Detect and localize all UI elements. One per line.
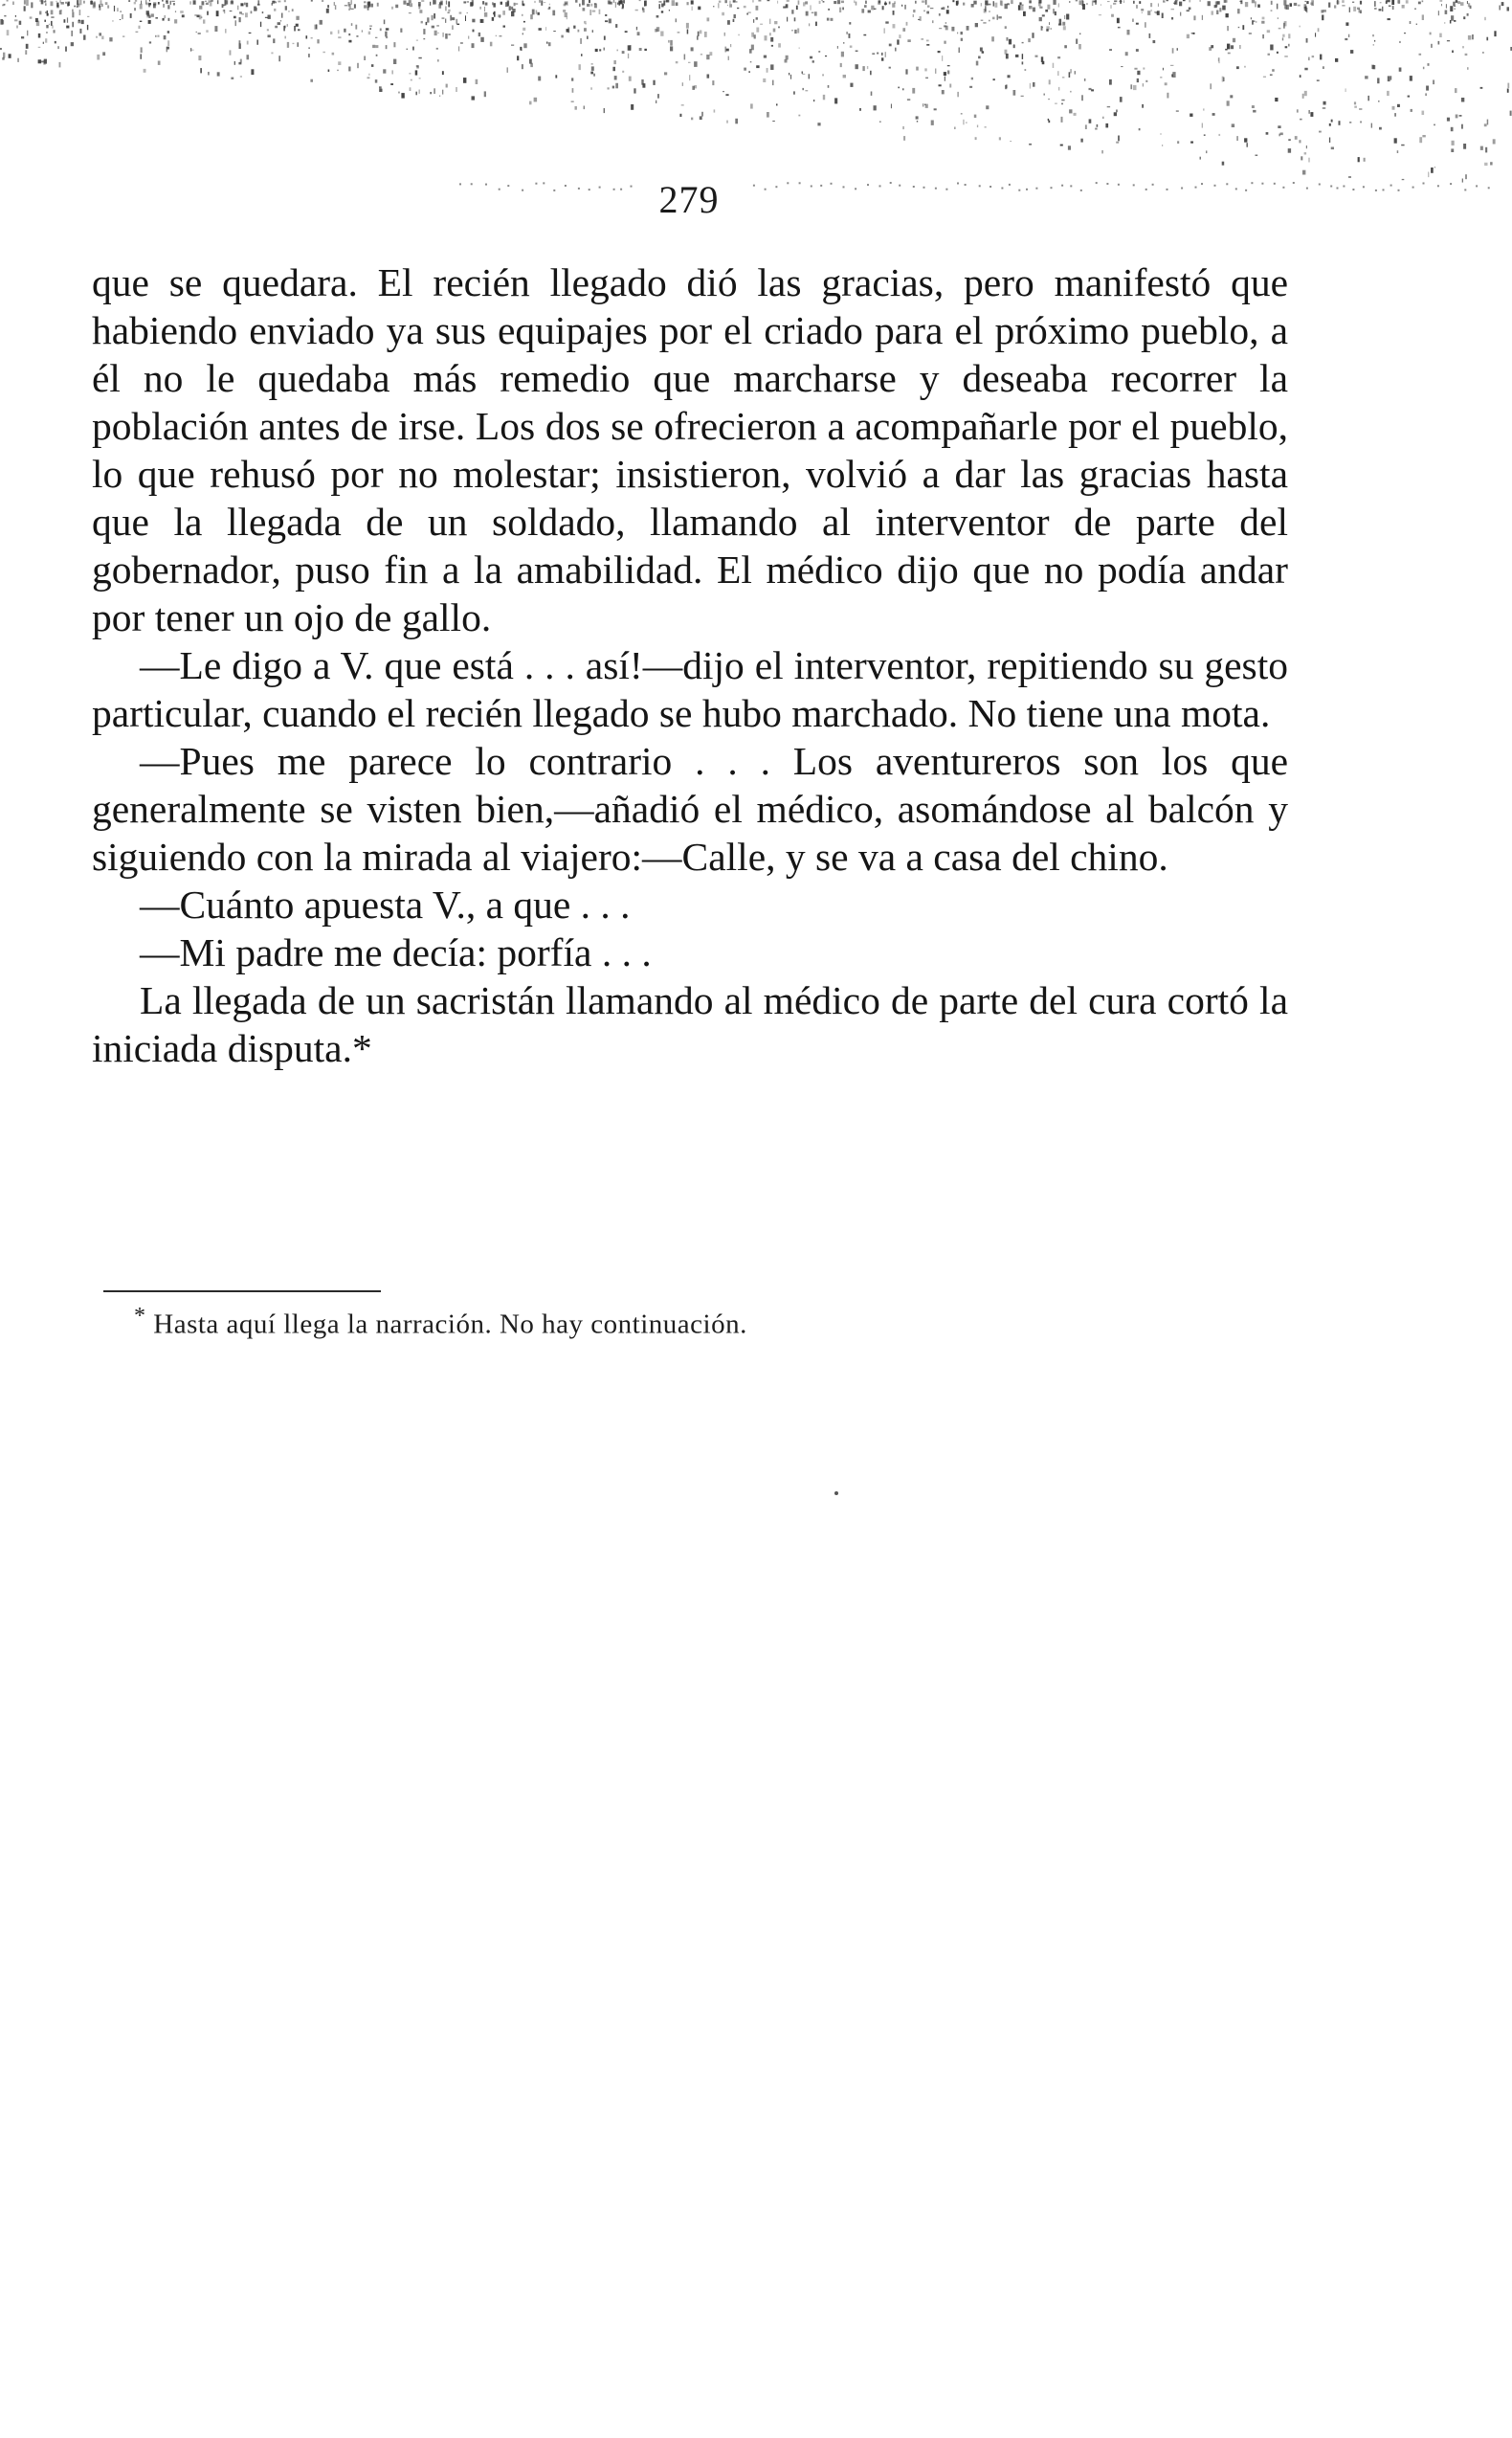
body-text: [92, 258, 1288, 1072]
paragraph: La llegada de un sacristán llamando al médico de parte del cura cortó la iniciada disputa.*: [92, 978, 1288, 1070]
paragraph: que se quedara. El recién llegado dió las gracias, pero manifestó que habiendo enviado ya sus equipajes por el criado para el próximo pueblo, a él no le quedaba más remedio que marcharse y deseaba recorrer la población antes de irse. Los dos se ofrecieron a acompañarle por el pueblo, lo que rehusó por no molestar; insistieron, volvió a dar las gracias hasta que la llegada de un soldado, llamando al interventor de parte del gobernador, puso fin a la amabilidad. El médico dijo que no podía andar por tener un ojo de gallo.: [92, 260, 1288, 639]
footnote-divider: [103, 1290, 381, 1292]
paragraph: —Pues me parece lo contrario . . . Los aventureros son los que generalmente se visten bien,—añadió el médico, asomándose al balcón y siguiendo con la mirada al viajero:—Calle, y se va a casa del chino.: [92, 739, 1288, 879]
footnote: [134, 1304, 747, 1341]
paragraph: —Mi padre me decía: porfía . . .: [140, 930, 652, 974]
footnote-mark: *: [134, 1304, 146, 1329]
page-number: 279: [658, 178, 720, 221]
footnote-text: Hasta aquí llega la narración. No hay continuación.: [153, 1308, 747, 1340]
dust-speck: [834, 1491, 838, 1495]
scan-noise-band: [0, 0, 1512, 191]
paragraph: —Le digo a V. que está . . . así!—dijo el interventor, repitiendo su gesto particular, cuando el recién llegado se hubo marchado. No tiene una mota.: [92, 643, 1288, 735]
paragraph: —Cuánto apuesta V., a que . . .: [140, 883, 631, 927]
